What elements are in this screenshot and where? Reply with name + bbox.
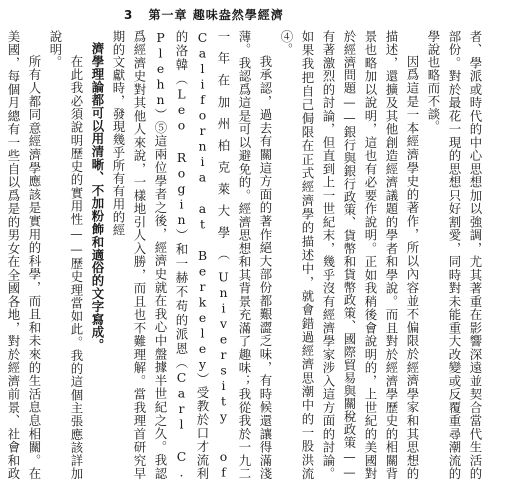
paragraph-emphasis: 濟學理論都可以用清晰、不加粉飾和適俗的文字寫成。 (90, 42, 105, 352)
paragraph-history-utility: 在此我必須說明歷史的實用性——歷史理當如此。我的這個主張應該詳加說明。 (48, 30, 84, 480)
paragraph-practical-science: 所有人都同意經濟學應該是實用的科學，而且和未來的生活息息相關。在美國，每個月總有一些自以爲是的男女在全國各地，對於經濟前景、社會和政 (6, 30, 42, 480)
paragraph-interest: 我承認，過去有關這方面的著作絕大部份都艱澀乏味，有時候還讓得滿淺薄。我認爲這是可以避免的。經濟思想和其背景充滿了趣味；我從我於一九二一年在加州柏克萊大學（University of California at Berkeley）受教於口才流利的洛韓（Leo Rogin）和一赫不苟的派恩（Carl C. Plehn）⑤這兩位學者之後，經濟史就在我心中盤據半世紀之久。我認爲經濟史對其他人來說，一樣地引人入勝，而且也不難理解。當我理首研究早期的文獻時，發現幾乎所有有用的經 (111, 30, 273, 480)
vertical-body-text (6, 30, 486, 480)
page-header (124, 6, 284, 23)
chapter-title: 第一章 趣味盎然學經濟 (148, 8, 284, 22)
paragraph-intro-continuation: 者、學派或時代的中心思想加以強調，尤其著重在影響深遠並契合當代生活的部份。對於最花一現的思想只好割愛，同時對未能重大改變或反覆重尋潮流的學說也略而不談。 (426, 30, 483, 480)
page-number: 3 (124, 8, 134, 22)
paragraph-scope: 因爲這是一本經濟學史的著作，所以內容並不偏限於經濟學家和其思想的描述，還擴及其他創造經濟議題的學者和學說。而且對於經濟學歷史的相關背景也略加以說明，這也有必要作說明。正如我稍後會說明的，上世紀的美國對於經濟問題——銀行與銀行政策、貨幣和貨幣政策、國際貿易與關稅政策——有著激烈的討論，但直到上一世紀末，幾乎沒有經濟學家涉入這方面的討論。如果我把自己侷限在正式經濟學的描述中，就會錯過經濟思潮中的一股洪流④。 (279, 30, 420, 480)
